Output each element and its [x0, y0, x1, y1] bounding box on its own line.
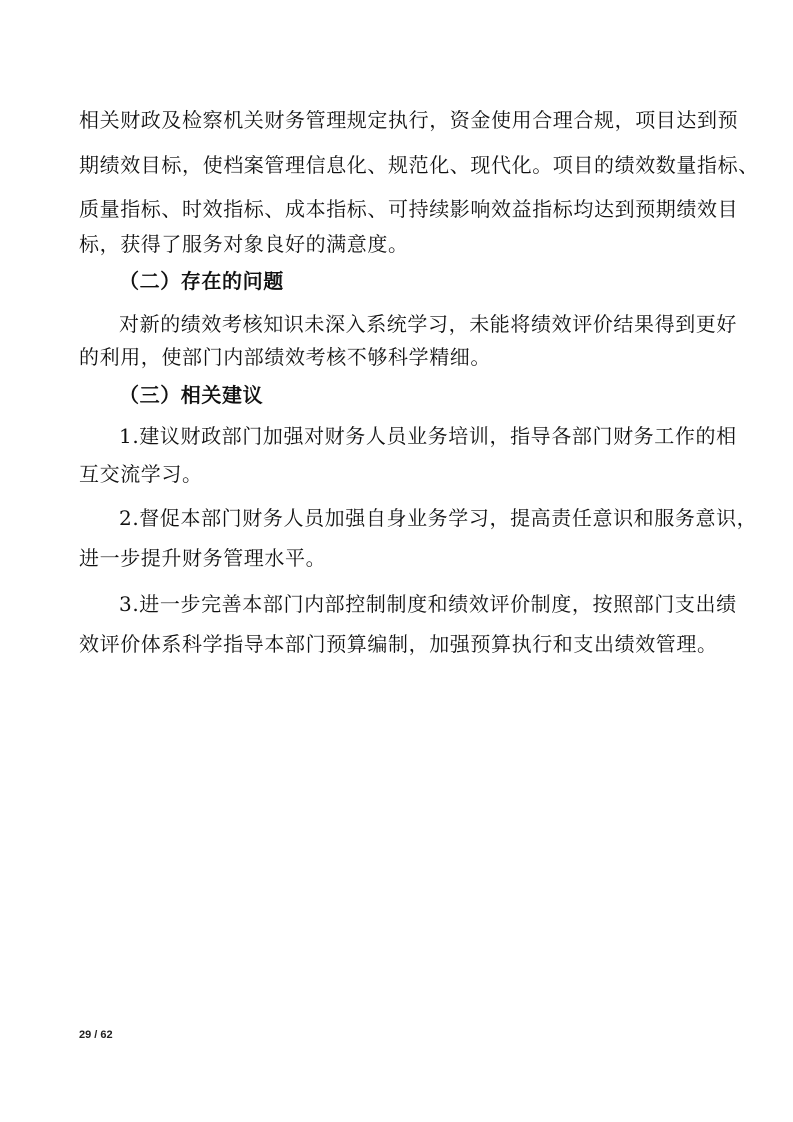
- body-text-line: 相关财政及检察机关财务管理规定执行，资金使用合理合规，项目达到预: [79, 108, 739, 132]
- suggestion-item-1: 1.建议财政部门加强对财务人员业务培训，指导各部门财务工作的相: [119, 424, 737, 448]
- suggestion-item-2: 2.督促本部门财务人员加强自身业务学习，提高责任意识和服务意识，: [119, 506, 758, 530]
- suggestion-item-1-cont: 互交流学习。: [79, 462, 203, 486]
- suggestion-item-2-cont: 进一步提升财务管理水平。: [79, 546, 327, 570]
- body-text-line: 对新的绩效考核知识未深入系统学习，未能将绩效评价结果得到更好: [119, 312, 737, 336]
- section-heading-suggestions: （三）相关建议: [119, 383, 264, 407]
- body-text-line: 质量指标、时效指标、成本指标、可持续影响效益指标均达到预期绩效目: [79, 197, 739, 221]
- body-text-line: 标，获得了服务对象良好的满意度。: [79, 232, 409, 256]
- suggestion-item-3: 3.进一步完善本部门内部控制制度和绩效评价制度，按照部门支出绩: [119, 592, 737, 616]
- body-text-line: 期绩效目标，使档案管理信息化、规范化、现代化。项目的绩效数量指标、: [79, 153, 759, 177]
- body-text-line: 的利用，使部门内部绩效考核不够科学精细。: [79, 345, 491, 369]
- section-heading-problems: （二）存在的问题: [119, 269, 284, 293]
- page-number: 29 / 62: [79, 1029, 113, 1041]
- suggestion-item-3-cont: 效评价体系科学指导本部门预算编制，加强预算执行和支出绩效管理。: [79, 632, 718, 656]
